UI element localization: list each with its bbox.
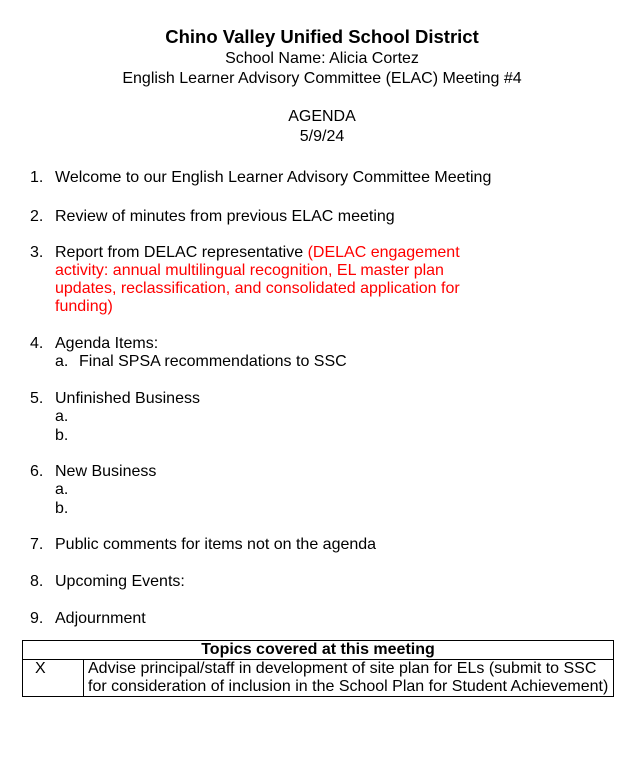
- item-number: 4.: [30, 335, 44, 352]
- agenda-item-5: [30, 390, 590, 445]
- sub-item-label: b.: [55, 499, 69, 517]
- sub-item-label: b.: [55, 426, 69, 444]
- item-number: 2.: [30, 208, 44, 225]
- sub-item-label: a.: [55, 481, 69, 498]
- sub-item-text: Final SPSA recommendations to SSC: [79, 353, 347, 370]
- district-title: Chino Valley Unified School District: [165, 26, 479, 47]
- item-number: 7.: [30, 536, 44, 553]
- item-text: Report from DELAC representative: [55, 244, 304, 261]
- delac-note: (DELAC engagement activity: annual multilingual recognition, EL master plan updates, reclassification, and consolidated application for funding): [55, 244, 460, 315]
- topic-mark: X: [23, 660, 84, 697]
- meeting-title: English Learner Advisory Committee (ELAC) Meeting #4: [122, 69, 522, 87]
- table-row: [23, 660, 614, 697]
- sub-item-label: a.: [55, 408, 69, 425]
- agenda-item-2: [30, 208, 590, 226]
- sub-item: [55, 427, 590, 446]
- item-number: 3.: [30, 244, 44, 261]
- agenda-item-9: [30, 610, 590, 628]
- topic-text: Advise principal/staff in development of site plan for ELs (submit to SSC for consideration of inclusion in the School Plan for Student Achievement): [84, 660, 614, 697]
- agenda-item-3: [30, 244, 590, 316]
- school-name: School Name: Alicia Cortez: [225, 50, 419, 67]
- agenda-date: 5/9/24: [299, 127, 345, 145]
- item-number: 1.: [30, 169, 44, 186]
- document-header: [0, 25, 644, 146]
- item-text: Review of minutes from previous ELAC meeting: [55, 208, 395, 225]
- item-number: 9.: [30, 610, 44, 627]
- agenda-item-1: [30, 169, 590, 187]
- item-text: Unfinished Business: [55, 390, 200, 407]
- topics-table-header: Topics covered at this meeting: [23, 641, 614, 660]
- item-number: 8.: [30, 573, 44, 590]
- sub-item: [55, 408, 590, 427]
- item-number: 6.: [30, 463, 44, 480]
- sub-item: [55, 353, 590, 372]
- item-text: Public comments for items not on the agenda: [55, 536, 377, 553]
- item-text-block: [55, 244, 475, 316]
- agenda-item-7: [30, 536, 590, 554]
- item-text: Agenda Items:: [55, 335, 159, 352]
- topics-table: [22, 640, 614, 697]
- item-text: Welcome to our English Learner Advisory Committee Meeting: [55, 169, 492, 186]
- sub-item: [55, 500, 590, 519]
- agenda-item-6: [30, 463, 590, 518]
- sub-item: [55, 481, 590, 500]
- item-text: New Business: [55, 463, 157, 480]
- agenda-item-4: [30, 335, 590, 372]
- item-number: 5.: [30, 390, 44, 407]
- agenda-title: AGENDA: [288, 108, 356, 125]
- agenda-item-8: [30, 573, 590, 591]
- item-text: Adjournment: [55, 610, 146, 627]
- topics-table-header-row: [23, 641, 614, 660]
- sub-item-label: a.: [55, 353, 69, 370]
- item-text: Upcoming Events:: [55, 573, 185, 590]
